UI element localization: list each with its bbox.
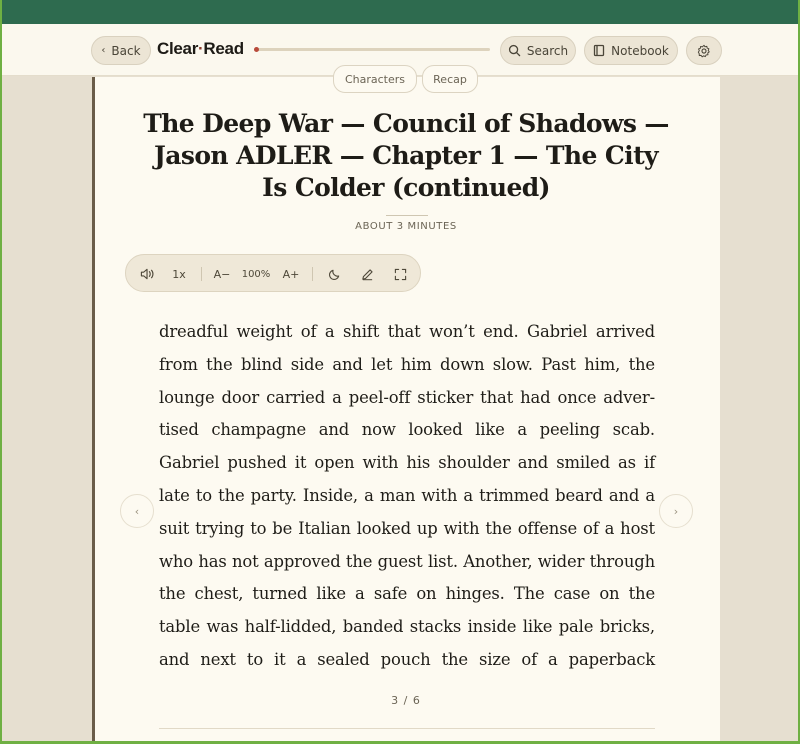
chapter-title: The Deep War — Council of Shadows — Jason ADLER — Chapter 1 — The City Is Colder (continued) — [143, 109, 669, 202]
notebook-icon — [593, 44, 605, 57]
back-button[interactable] — [91, 36, 151, 65]
page-bottom-divider — [159, 728, 655, 729]
reader-toolbar — [125, 254, 421, 292]
recap-label: Recap — [433, 72, 467, 86]
fullscreen-button[interactable] — [390, 255, 410, 293]
previous-page-button[interactable] — [120, 494, 154, 528]
toolbar-divider — [201, 267, 202, 281]
theme-toggle-button[interactable] — [324, 255, 344, 293]
notebook-button[interactable] — [584, 36, 678, 65]
page-indicator: 3 / 6 — [391, 694, 421, 707]
logo-text-clear: Clear — [157, 39, 199, 58]
speaker-icon — [140, 268, 155, 280]
characters-button[interactable] — [333, 65, 417, 93]
back-label: Back — [111, 43, 141, 58]
chapter-paragraph: dreadful weight of a shift that won’t end. Gabriel arrived from the blind side and let him down slow. Past him, the lounge door carried a peel-off sticker that had once adver-tised champagne and now looked like a peeling scab. Gabriel pushed it open with his shoulder and smiled as if late to the party. Inside, a man with a trimmed beard and a suit trying to be Italian looked up with the offense of a host who has not approved the guest list. Another, wider through the chest, turned like a safe on hinges. The case on the table was half-lidded, banded stacks inside like pale bricks, and next to it a sealed pouch the size of a paperback — [159, 322, 655, 669]
recap-button[interactable] — [422, 65, 478, 93]
gear-icon — [697, 44, 711, 58]
pen-icon — [361, 268, 374, 281]
fullscreen-icon — [394, 268, 407, 281]
font-smaller-button[interactable]: A− — [213, 267, 231, 281]
highlight-button[interactable] — [357, 255, 377, 293]
logo-text-read: Read — [203, 39, 244, 58]
reading-progress-fill — [254, 47, 259, 52]
settings-button[interactable] — [686, 36, 722, 65]
chapter-body — [159, 316, 655, 677]
logo-dot: · — [198, 39, 204, 58]
characters-label: Characters — [344, 72, 406, 86]
chevron-left-icon: ‹ — [134, 504, 140, 518]
window-left-edge — [0, 24, 2, 744]
font-larger-button[interactable]: A+ — [282, 267, 300, 281]
audio-button[interactable] — [136, 255, 158, 293]
speed-button[interactable]: 1x — [172, 267, 186, 281]
window-top-bar — [0, 0, 800, 24]
search-button[interactable] — [500, 36, 576, 65]
title-divider — [386, 215, 428, 216]
chevron-left-icon: ‹ — [101, 45, 106, 56]
app-logo[interactable] — [157, 39, 244, 59]
toolbar-divider — [312, 267, 313, 281]
search-icon — [508, 44, 521, 57]
chevron-right-icon: › — [673, 504, 679, 518]
moon-icon — [328, 268, 341, 281]
reading-time: ABOUT 3 MINUTES — [355, 221, 457, 232]
search-label: Search — [526, 43, 569, 58]
zoom-level: 100% — [241, 268, 271, 280]
reading-progress-bar — [254, 48, 490, 51]
notebook-label: Notebook — [611, 43, 669, 58]
next-page-button[interactable] — [659, 494, 693, 528]
